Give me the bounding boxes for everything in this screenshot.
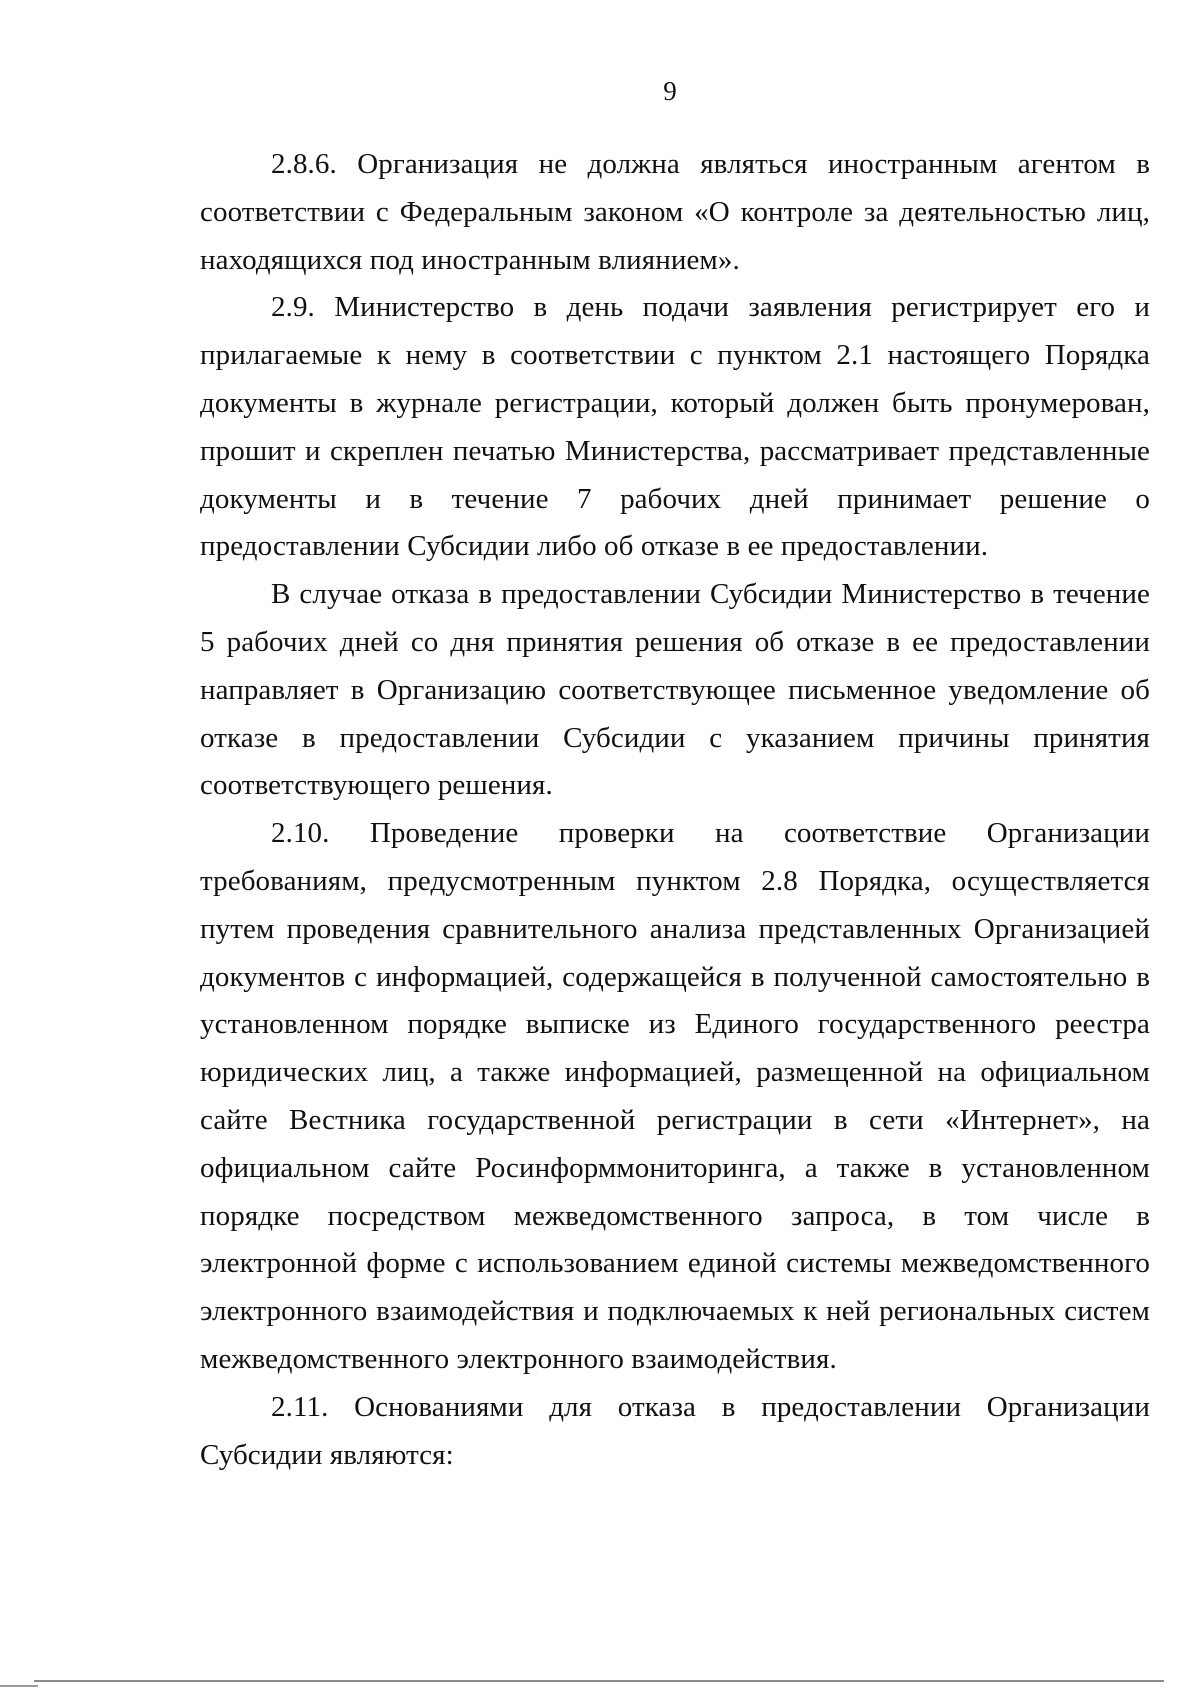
paragraph-2-9: 2.9. Министерство в день подачи заявления регистрирует его и прилагаемые к нему в соответствии с пунктом 2.1 настоящего Порядка документы в журнале регистрации, который должен быть пронумерован, прошит и скреплен печатью Министерства, рассматривает представленные документы и в течение 7 рабочих дней принимает решение о предоставлении Субсидии либо об отказе в ее предоставлении. bbox=[200, 291, 1150, 563]
paragraph-refusal-notice: В случае отказа в предоставлении Субсидии Министерство в течение 5 рабочих дней со дня принятия решения об отказе в ее предоставлении направляет в Организацию соответствующее письменное уведомление об отказе в предоставлении Субсидии с указанием причины принятия соответствующего решения. bbox=[200, 578, 1150, 802]
document-body bbox=[200, 141, 1150, 1479]
page-number: 9 bbox=[663, 76, 677, 106]
paragraph-2-8-6: 2.8.6. Организация не должна являться иностранным агентом в соответствии с Федеральным законом «О контроле за деятельностью лиц, находящихся под иностранным влиянием». bbox=[200, 148, 1150, 276]
paragraph-2-11: 2.11. Основаниями для отказа в предоставлении Организации Субсидии являются: bbox=[200, 1390, 1150, 1471]
page-bottom-rule bbox=[34, 1680, 1164, 1682]
page-bottom-rule-dash bbox=[0, 1685, 38, 1687]
paragraph-2-10: 2.10. Проведение проверки на соответствие Организации требованиям, предусмотренным пунктом 2.8 Порядка, осуществляется путем проведения сравнительного анализа представленных Организацией документов с информацией, содержащейся в полученной самостоятельно в установленном порядке выписке из Единого государственного реестра юридических лиц, а также информацией, размещенной на официальном сайте Вестника государственной регистрации в сети «Интернет», на официальном сайте Росинформмониторинга, а также в установленном порядке посредством межведомственного запроса, в том числе в электронной форме с использованием единой системы межведомственного электронного взаимодействия и подключаемых к ней региональных систем межведомственного электронного взаимодействия. bbox=[200, 817, 1150, 1375]
